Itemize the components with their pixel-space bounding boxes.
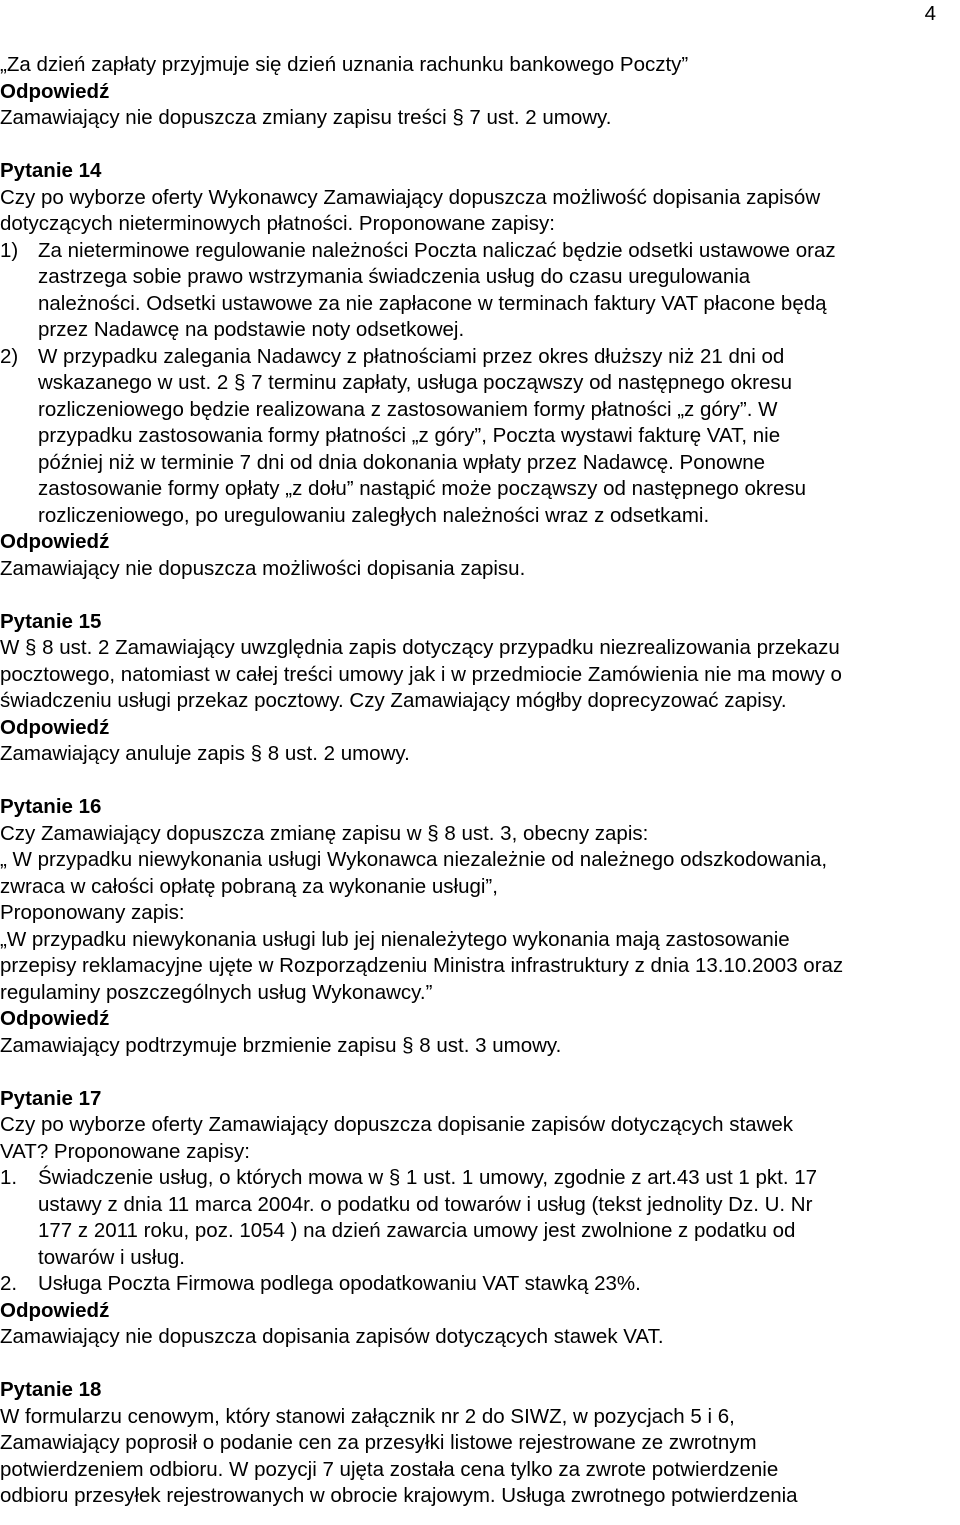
question-text: VAT? Proponowane zapisy: — [0, 1139, 250, 1163]
list-item-text: Za nieterminowe regulowanie należności Poczta naliczać będzie odsetki ustawowe oraz — [38, 238, 836, 262]
answer-heading: Odpowiedź — [0, 1298, 110, 1322]
list-item-text: W przypadku zalegania Nadawcy z płatnościami przez okres dłuższy niż 21 dni od — [38, 344, 785, 368]
spacer — [0, 1351, 950, 1378]
question-text: „ W przypadku niewykonania usługi Wykonawca niezależnie od należnego odszkodowania, — [0, 848, 828, 871]
list-number: 2. — [0, 1272, 18, 1295]
list-number: 2) — [0, 344, 19, 368]
list-item-text: zastrzega sobie prawo wstrzymania świadczenia usług do czasu uregulowania — [38, 265, 751, 288]
spacer — [0, 132, 950, 159]
question-text: odbioru przesyłek rejestrowanych w obrocie krajowym. Usługa zwrotnego potwierdzenia — [0, 1484, 798, 1507]
list-item-text: ustawy z dnia 11 marca 2004r. o podatku od towarów i usług (tekst jednolity Dz. U. Nr — [38, 1192, 813, 1216]
question-text: W formularzu cenowym, który stanowi załącznik nr 2 do SIWZ, w pozycjach 5 i 6, — [0, 1404, 735, 1428]
question-18-title: Pytanie 18 — [0, 1378, 102, 1401]
spacer — [0, 582, 950, 609]
answer-heading: Odpowiedź — [0, 715, 110, 739]
list-item-text: rozliczeniowego będzie realizowana z zastosowaniem formy płatności „z góry”. W — [38, 397, 778, 421]
list-item-text: należności. Odsetki ustawowe za nie zapłacone w terminach faktury VAT płacone będą — [38, 291, 827, 315]
list-item-text: 177 z 2011 roku, poz. 1054 ) na dzień zawarcia umowy jest zwolnione z podatku od — [38, 1219, 796, 1242]
question-text: regulaminy poszczególnych usług Wykonawcy.” — [0, 980, 433, 1004]
question-text: świadczeniu usługi przekaz pocztowy. Czy Zamawiający mógłby doprecyzować zapisy. — [0, 689, 787, 712]
question-text: Zamawiający poprosił o podanie cen za przesyłki listowe rejestrowane ze zwrotnym — [0, 1431, 757, 1454]
question-14-title: Pytanie 14 — [0, 159, 102, 182]
question-text: dotyczących nieterminowych płatności. Proponowane zapisy: — [0, 212, 555, 235]
answer-text: Zamawiający nie dopuszcza możliwości dopisania zapisu. — [0, 556, 526, 580]
question-16-title: Pytanie 16 — [0, 795, 102, 818]
list-item-1 — [0, 238, 950, 265]
list-item-text: rozliczeniowego, po uregulowaniu zaległych należności wraz z odsetkami. — [38, 503, 710, 527]
list-item-text: później niż w terminie 7 dni od dnia dokonania wpłaty przez Nadawcę. Ponowne — [38, 450, 766, 474]
document-body — [0, 52, 950, 1510]
list-number: 1) — [0, 238, 19, 262]
question-text: W § 8 ust. 2 Zamawiający uwzględnia zapis dotyczący przypadku niezrealizowania przekazu — [0, 636, 840, 659]
list-item-text: wskazanego w ust. 2 § 7 terminu zapłaty, usługa począwszy od następnego okresu — [38, 371, 792, 394]
question-text: Czy po wyborze oferty Wykonawcy Zamawiający dopuszcza możliwość dopisania zapisów — [0, 185, 821, 209]
answer-heading: Odpowiedź — [0, 79, 110, 103]
question-text: „W przypadku niewykonania usługi lub jej nienależytego wykonania mają zastosowanie — [0, 927, 790, 951]
page-number: 4 — [924, 2, 936, 25]
answer-text: Zamawiający nie dopuszcza dopisania zapisów dotyczących stawek VAT. — [0, 1325, 664, 1348]
question-text: zwraca w całości opłatę pobraną za wykonanie usługi”, — [0, 874, 498, 898]
list-item-2 — [0, 1271, 950, 1298]
question-text: Czy po wyborze oferty Zamawiający dopuszcza dopisanie zapisów dotyczących stawek — [0, 1113, 794, 1136]
list-number: 1. — [0, 1166, 18, 1189]
spacer — [0, 768, 950, 795]
list-item-text: Usługa Poczta Firmowa podlega opodatkowaniu VAT stawką 23%. — [38, 1272, 641, 1295]
answer-text: Zamawiający podtrzymuje brzmienie zapisu § 8 ust. 3 umowy. — [0, 1033, 562, 1057]
question-text: przepisy reklamacyjne ujęte w Rozporządzeniu Ministra infrastruktury z dnia 13.10.2003 oraz — [0, 954, 844, 977]
question-text: potwierdzeniem odbioru. W pozycji 7 ujęta została cena tylko za zwrote potwierdzenie — [0, 1457, 779, 1481]
question-17-title: Pytanie 17 — [0, 1086, 102, 1110]
list-item-text: zastosowanie formy opłaty „z dołu” nastąpić może począwszy od następnego okresu — [38, 477, 807, 500]
list-item-2 — [0, 344, 950, 371]
question-text: pocztowego, natomiast w całej treści umowy jak i w przedmiocie Zamówienia nie ma mowy o — [0, 662, 842, 686]
list-item-text: Świadczenie usług, o których mowa w § 1 ust. 1 umowy, zgodnie z art.43 ust 1 pkt. 17 — [38, 1166, 818, 1189]
answer-text: Zamawiający anuluje zapis § 8 ust. 2 umowy. — [0, 742, 410, 765]
answer-text: Zamawiający nie dopuszcza zmiany zapisu treści § 7 ust. 2 umowy. — [0, 106, 612, 129]
answer-heading: Odpowiedź — [0, 1007, 110, 1030]
list-item-text: przez Nadawcę na podstawie noty odsetkowej. — [38, 318, 465, 341]
spacer — [0, 1059, 950, 1086]
answer-heading: Odpowiedź — [0, 530, 110, 553]
list-item-1 — [0, 1165, 950, 1192]
question-text: Proponowany zapis: — [0, 901, 185, 924]
quoted-clause: „Za dzień zapłaty przyjmuje się dzień uznania rachunku bankowego Poczty” — [0, 53, 689, 76]
list-item-text: przypadku zastosowania formy płatności „z góry”, Poczta wystawi fakturę VAT, nie — [38, 424, 781, 447]
question-text: Czy Zamawiający dopuszcza zmianę zapisu w § 8 ust. 3, obecny zapis: — [0, 821, 649, 845]
question-15-title: Pytanie 15 — [0, 609, 102, 633]
list-item-text: towarów i usług. — [38, 1245, 185, 1269]
